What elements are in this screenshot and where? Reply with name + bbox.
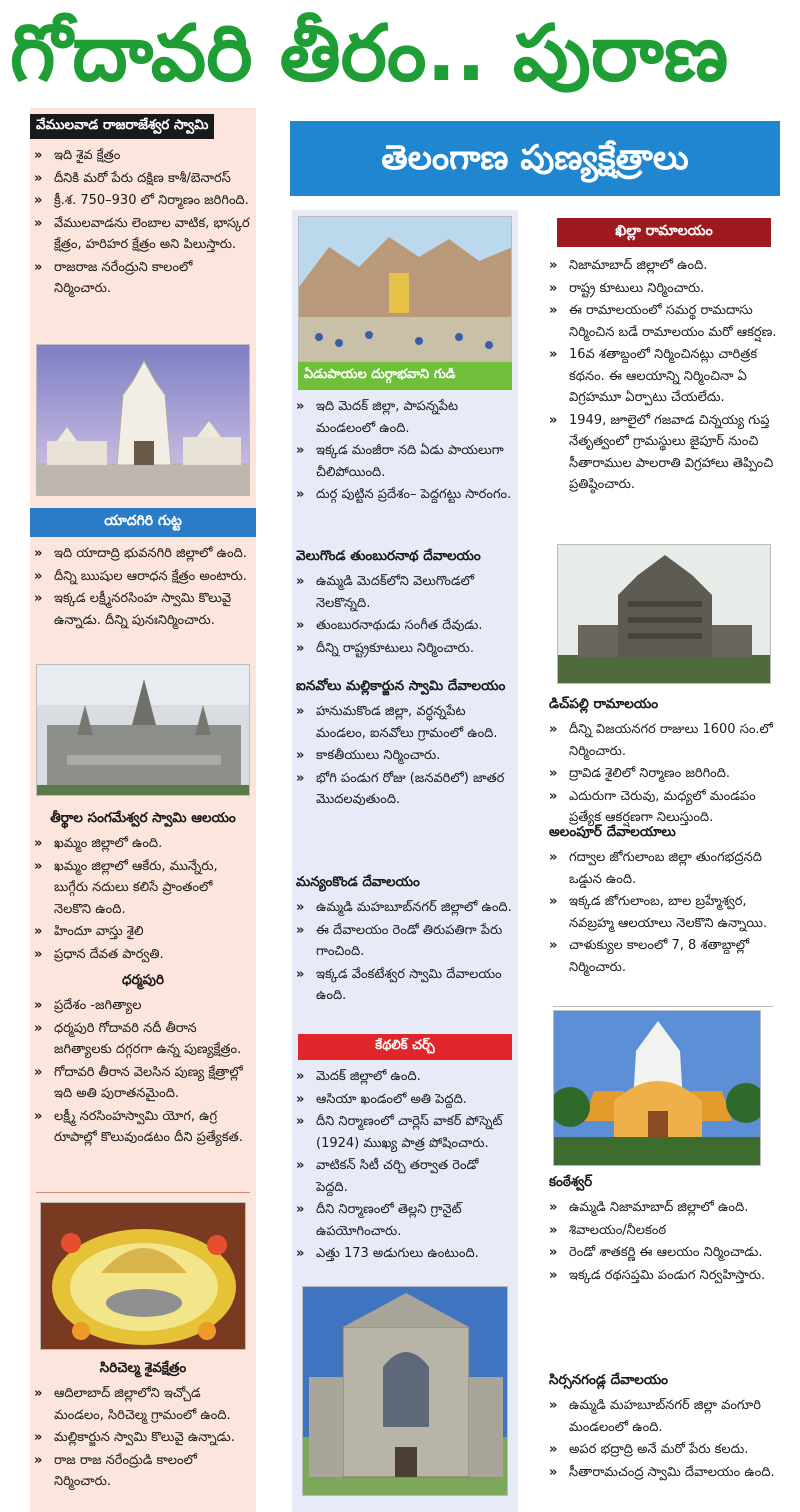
list-item: » 16వ శతాబ్దంలో నిర్మించినట్లు చారిత్రక కథనం. ఈ ఆలయాన్ని నిర్మించినా ఏ విగ్రహమూ ఏర్పాటు చేయలేదు. xyxy=(545,344,781,409)
list-item: » ఇక్కడ వేంకటేశ్వర స్వామి దేవాలయం ఉంది. xyxy=(292,964,514,1007)
bullet-list xyxy=(545,1393,785,1486)
list-item: » ఆదిలాబాద్ జిల్లాలోని ఇచ్చోడ మండలం, సిరిచెల్మ గ్రామంలో ఉంది. xyxy=(30,1383,252,1426)
medak-church-image xyxy=(302,1286,508,1496)
list-item: » ప్రధాన దేవత పార్వతి. xyxy=(30,944,252,966)
list-item: » దీన్ని విజయనగర రాజులు 1600 సం.లో నిర్మించారు. xyxy=(545,719,781,762)
section-khilla xyxy=(545,218,785,499)
list-item: » ఆసియా ఖండంలో అతి పెద్దది. xyxy=(292,1089,514,1111)
bullet-list xyxy=(292,569,518,662)
list-item: » భోగి పండుగ రోజు (జనవరిలో) జాతర మొదలవుతుంది. xyxy=(292,768,514,811)
bullet-list xyxy=(30,143,256,303)
section-title: ధర్మపురి xyxy=(121,972,164,988)
section-alampur xyxy=(545,822,785,981)
list-item: » ప్రదేశం -జగిత్యాల xyxy=(30,995,252,1017)
list-item: » దుర్గ పుట్టిన ప్రదేశం– పెద్దగట్టు సారంగం. xyxy=(292,484,514,506)
section-sirichelma xyxy=(30,1358,256,1496)
section-vemulawada xyxy=(30,108,256,303)
list-item: » రాజరాజ నరేంద్రుని కాలంలో నిర్మించారు. xyxy=(30,257,252,300)
bullet-list xyxy=(545,717,785,832)
bullet-list xyxy=(30,993,256,1152)
bullet-list xyxy=(30,1381,256,1496)
list-item: » ఇక్కడ లక్ష్మీనరసింహ స్వామి కొలువై ఉన్నాడు. దీన్ని పునఃనిర్మించారు. xyxy=(30,588,252,631)
section-title: వేములవాడ రాజరాజేశ్వర స్వామి xyxy=(30,114,214,139)
list-item: » ఉమ్మడి మహబూబ్‌నగర్ జిల్లాలో ఉంది. xyxy=(292,897,514,919)
section-title: మన్యంకొండ దేవాలయం xyxy=(296,874,420,890)
list-item: » మెదక్ జిల్లాలో ఉంది. xyxy=(292,1066,514,1088)
section-inavolu xyxy=(292,676,518,814)
list-item: » 1949, జూలైలో గజవాడ చిన్నయ్య గుప్త నేతృత్వంలో గ్రామస్థులు జైపూర్ నుంచి సీతారాముల పాలరాతి విగ్రహాలు తెప్పించి ప్రతిష్ఠించారు. xyxy=(545,410,781,496)
sirichelma-shrine-image xyxy=(40,1202,246,1350)
list-item: » ఇది యాదాద్రి భువనగిరి జిల్లాలో ఉంది. xyxy=(30,543,252,565)
section-manyamkonda xyxy=(292,872,518,1010)
list-item: » ఖమ్మం జిల్లాలో ఆకేరు, మున్నేరు, బుగ్గేరు నదులు కలిసే ప్రాంతంలో నెలకొని ఉంది. xyxy=(30,856,252,921)
list-item: » ఈ రామాలయంలో సమర్థ రామదాసు నిర్మించిన బడే రామాలయం మరో ఆకర్షణ. xyxy=(545,300,781,343)
section-title: డిచ్‌పల్లి రామాలయం xyxy=(549,696,659,712)
list-item: » శివాలయం/నీలకంఠ xyxy=(545,1220,781,1242)
list-item: » ఎత్తు 173 అడుగులు ఉంటుంది. xyxy=(292,1243,514,1265)
section-dichpally xyxy=(545,694,785,832)
bullet-list xyxy=(545,1195,785,1289)
column-right xyxy=(545,210,785,1512)
list-item: » ఉమ్మడి మెదక్‌లోని వెలుగొండలో నెలకొన్నది. xyxy=(292,571,514,614)
section-title: సిర్సనగండ్ల దేవాలయం xyxy=(549,1372,669,1388)
list-item: » ఖమ్మం జిల్లాలో ఉంది. xyxy=(30,833,252,855)
section-title: ఐనవోలు మల్లికార్జున స్వామి దేవాలయం xyxy=(296,678,506,694)
yadagiri-temple-image xyxy=(36,664,250,796)
list-item: » ఉమ్మడి మహబూబ్‌నగర్ జిల్లా వంగూరి మండలంలో ఉంది. xyxy=(545,1395,781,1438)
list-item: » దీని నిర్మాణంలో చార్లెస్ వాకర్ పోస్నెట్ (1924) ముఖ్య పాత్ర పోషించారు. xyxy=(292,1111,514,1154)
list-item: » ఇక్కడ మంజీరా నది ఏడు పాయలుగా చీలిపోయింది. xyxy=(292,440,514,483)
bullet-list xyxy=(292,699,518,814)
list-item: » తుంబురనాథుడు సంగీత దేవుడు. xyxy=(292,615,514,637)
section-title: యాదగిరి గుట్ట xyxy=(30,508,256,537)
list-item: » వాటికన్ సిటీ చర్చి తర్వాత రెండో పెద్దది. xyxy=(292,1155,514,1198)
page-headline: గోదావరి తీరం.. పురాణ xyxy=(10,9,729,99)
bullet-list xyxy=(292,895,518,1010)
list-item: » సీతారామచంద్ర స్వామి దేవాలయం ఉంది. xyxy=(545,1462,781,1484)
list-item: » చాళుక్యుల కాలంలో 7, 8 శతాబ్దాల్లో నిర్మించారు. xyxy=(545,935,781,978)
list-item: » ఇక్కడ జోగులాంబ, బాల బ్రహ్మేశ్వర, నవబ్రహ్మ ఆలయాలు నెలకొని ఉన్నాయి. xyxy=(545,891,781,934)
section-sirsanagandla xyxy=(545,1370,785,1486)
list-item: » రాష్ట్ర కూటులు నిర్మించారు. xyxy=(545,278,781,300)
list-item: » నిజామాబాద్ జిల్లాలో ఉంది. xyxy=(545,255,781,277)
dichpally-temple-image xyxy=(557,544,771,684)
section-title: వెలుగొండ తుంబురనాథ దేవాలయం xyxy=(296,548,481,564)
bullet-list xyxy=(545,253,785,499)
section-title: తీర్థాల సంగమేశ్వర స్వామి ఆలయం xyxy=(50,810,236,826)
section-title: ఏడుపాయల దుర్గాభవాని గుడి xyxy=(298,362,512,390)
list-item: » మల్లికార్జున స్వామి కొలువై ఉన్నాడు. xyxy=(30,1427,252,1449)
column-left xyxy=(30,108,256,1512)
list-item: » ఉమ్మడి నిజామాబాద్ జిల్లాలో ఉంది. xyxy=(545,1197,781,1219)
section-yadagiri xyxy=(30,508,256,634)
list-item: » హనుమకొండ జిల్లా, వర్ధన్నపేట మండలం, ఐనవోలు గ్రామంలో ఉంది. xyxy=(292,701,514,744)
section-kanteshwar xyxy=(545,1172,785,1289)
list-item: » దీనికి మరో పేరు దక్షిణ కాశీ/బెనారస్ xyxy=(30,168,252,190)
column-middle xyxy=(292,210,518,1512)
section-title: అలంపూర్ దేవాలయాలు xyxy=(549,824,676,840)
section-title: కంఠేశ్వర్ xyxy=(549,1174,593,1190)
list-item: » దీని నిర్మాణంలో తెల్లని గ్రానైట్ ఉపయోగించారు. xyxy=(292,1199,514,1242)
list-item: » గోదావరి తీరాన వెలసిన పుణ్య క్షేత్రాల్లో ఇది అతి పురాతనమైంది. xyxy=(30,1062,252,1105)
list-item: » ఇది మెదక్ జిల్లా, పాపన్నపేట మండలంలో ఉంది. xyxy=(292,396,514,439)
list-item: » రెండో శాతకర్ణి ఈ ఆలయం నిర్మించాడు. xyxy=(545,1242,781,1264)
list-item: » దీన్ని ఋషుల ఆరాధన క్షేత్రం అంటారు. xyxy=(30,566,252,588)
list-item: » క్రీ.శ. 750–930 లో నిర్మాణం జరిగింది. xyxy=(30,190,252,212)
list-item: » దీన్ని రాష్ట్రకూటులు నిర్మించారు. xyxy=(292,638,514,660)
list-item: » కాకతీయులు నిర్మించారు. xyxy=(292,745,514,767)
section-title: ఖిల్లా రామాలయం xyxy=(557,218,771,247)
section-teerthala xyxy=(30,808,256,968)
section-banner: తెలంగాణ పుణ్యక్షేత్రాలు xyxy=(290,121,780,196)
bullet-list xyxy=(545,845,785,981)
list-item: » ఇక్కడ రథసప్తమి పండుగ నిర్వహిస్తారు. xyxy=(545,1265,781,1287)
list-item: » గద్వాల జోగులాంబ జిల్లా తుంగభద్రనది ఒడ్డున ఉంది. xyxy=(545,847,781,890)
list-item: » రాజ రాజ నరేంద్రుడి కాలంలో నిర్మించారు. xyxy=(30,1450,252,1493)
bullet-list xyxy=(30,831,256,968)
bullet-list xyxy=(292,394,518,509)
section-catholic xyxy=(292,1034,518,1268)
section-velugonda xyxy=(292,546,518,662)
bullet-list xyxy=(292,1064,518,1268)
list-item: » లక్ష్మీ నరసింహస్వామి యోగ, ఉగ్ర రూపాల్లో కొలువుండటం దీని ప్రత్యేకత. xyxy=(30,1106,252,1149)
section-dharmapuri xyxy=(30,970,256,1152)
list-item: » అపర భద్రాద్రి అనే మరో పేరు కలదు. xyxy=(545,1439,781,1461)
list-item: » హిందూ వాస్తు శైలి xyxy=(30,921,252,943)
section-title: సిరిచెల్మ శైవక్షేత్రం xyxy=(99,1360,187,1376)
section-edupayala xyxy=(292,362,518,509)
list-item: » వేములవాడను లెంబాల వాటిక, భాస్కర క్షేత్రం, హరిహర క్షేత్రం అని పిలుస్తారు. xyxy=(30,213,252,256)
section-title: కేథలిక్ చర్చ్ xyxy=(298,1034,512,1060)
edupayala-temple-image xyxy=(298,216,512,362)
bullet-list xyxy=(30,541,256,634)
list-item: » ద్రావిడ శైలిలో నిర్మాణం జరిగింది. xyxy=(545,763,781,785)
vemulawada-temple-image xyxy=(36,344,250,496)
list-item: » ధర్మపురి గోదావరి నదీ తీరాన జగిత్యాలకు దగ్గరగా ఉన్న పుణ్యక్షేత్రం. xyxy=(30,1018,252,1061)
list-item: » ఎదురుగా చెరువు, మధ్యలో మండపం ప్రత్యేక ఆకర్షణగా నిలుస్తుంది. xyxy=(545,786,781,829)
divider xyxy=(553,1006,773,1007)
kanteshwar-temple-image xyxy=(553,1010,761,1166)
list-item: » ఈ దేవాలయం రెండో తిరుపతిగా పేరు గాంచింది. xyxy=(292,920,514,963)
list-item: » ఇది శైవ క్షేత్రం xyxy=(30,145,252,167)
divider xyxy=(36,1192,250,1193)
